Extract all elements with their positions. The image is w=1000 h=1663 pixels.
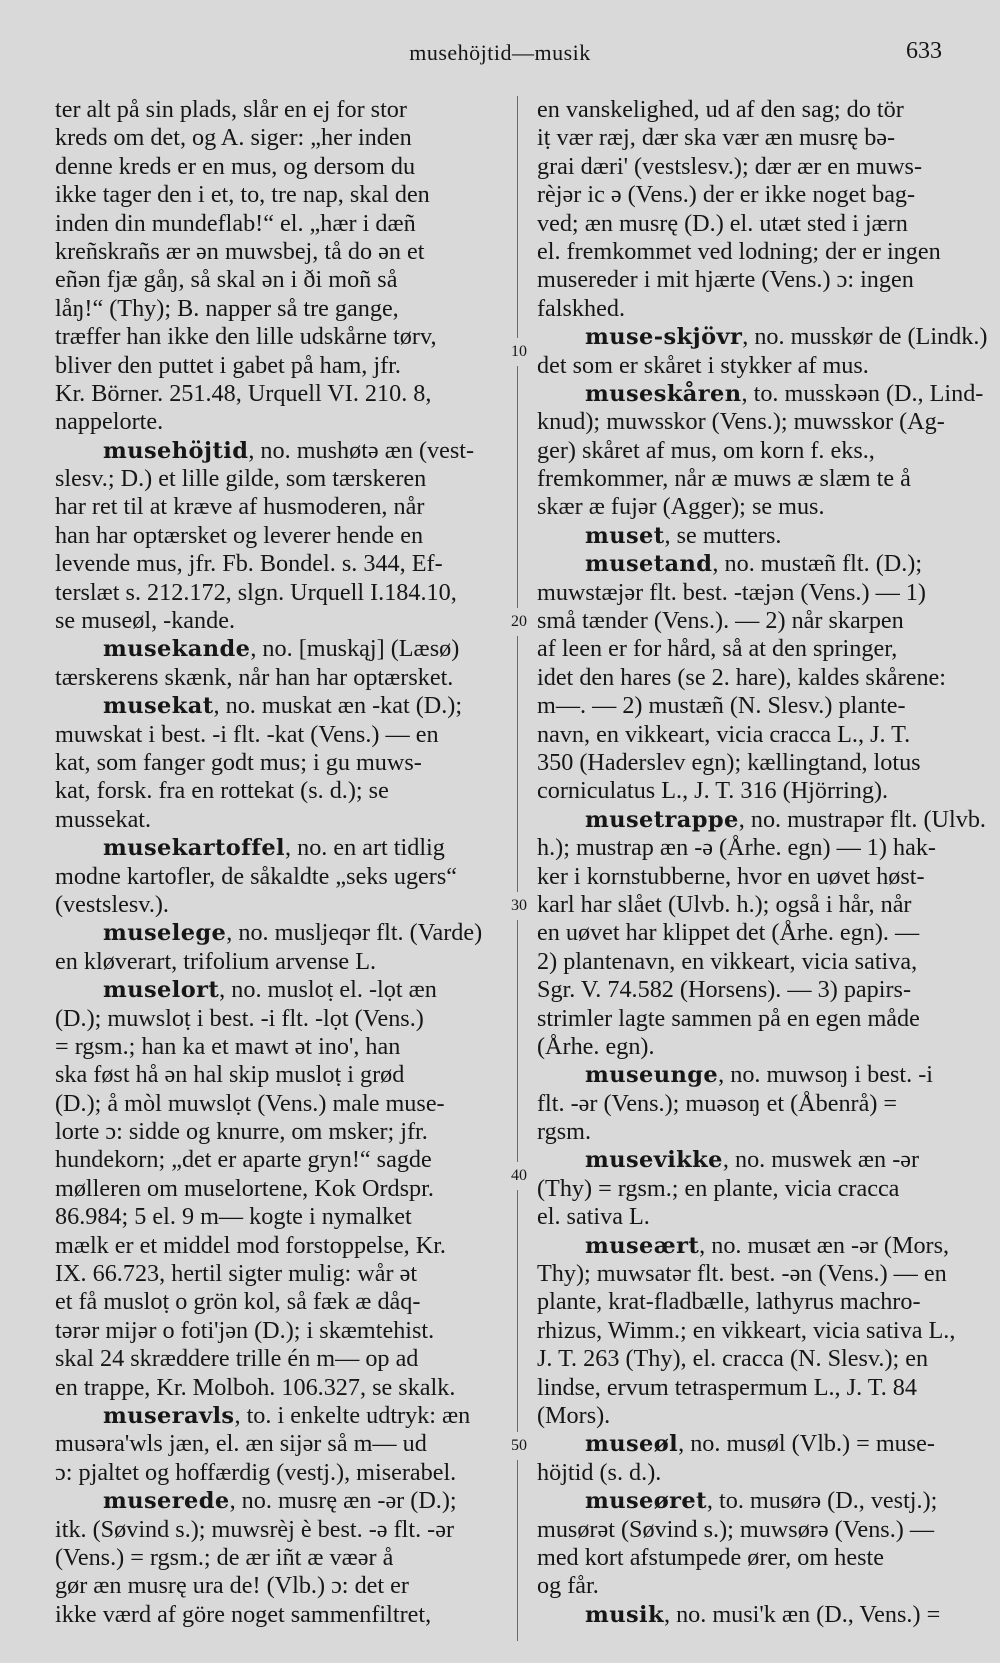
headword: musetand	[585, 551, 713, 578]
headword: muset	[585, 522, 665, 549]
text-line: en uøvet har klippet det (Århe. egn). —	[537, 919, 920, 947]
entry-headword-line: musik, no. musi'k æn (D., Vens.) =	[585, 1600, 941, 1628]
text-line: muwstæjər flt. best. -tæjən (Vens.) — 1)	[537, 578, 926, 606]
text-line: af leen er for hård, så at den springer,	[537, 635, 898, 663]
entry-headword-line: musekande, no. [muskąj] (Læsø)	[103, 635, 460, 663]
text-line: tærskerens skænk, når han har optærsket.	[55, 663, 454, 691]
entry-headword-line: museøret, to. musørə (D., vestj.);	[585, 1487, 938, 1515]
text-line: denne kreds er en mus, og dersom du	[55, 152, 416, 180]
headword: musevikke	[585, 1147, 723, 1174]
text-line: grai dæri' (vestslesv.); dær ær en muws-	[537, 152, 923, 180]
text-line: ska føst hå ən hal skip musloṭ i grød	[55, 1061, 405, 1089]
text-line: flt. -ər (Vens.); muəsoŋ et (Åbenrå) =	[537, 1089, 898, 1117]
text-line: m—. — 2) mustæñ (N. Slesv.) plante-	[537, 692, 906, 720]
text-line: små tænder (Vens.). — 2) når skarpen	[537, 607, 904, 635]
text-line: et få musloṭ o grön kol, så fæk æ dåq-	[55, 1288, 421, 1316]
text-line: en vanskelighed, ud af den sag; do tör	[537, 96, 904, 123]
line-number-20: 20	[502, 608, 536, 636]
text-line: corniculatus L., J. T. 316 (Hjörring).	[537, 777, 889, 805]
text-line: rgsm.	[537, 1118, 591, 1146]
text-line: idet den hares (se 2. hare), kaldes skårene:	[537, 663, 946, 691]
text-line: kat, som fanger godt mus; i gu muws-	[55, 748, 422, 776]
headword: musekartoffel	[103, 835, 285, 862]
headword: muse-skjövr	[585, 324, 743, 351]
text-line: bliver den puttet i gabet på ham, jfr.	[55, 351, 401, 379]
headword: muselege	[103, 920, 227, 947]
entry-headword-line: musehöjtid, no. mushøtə æn (vest-	[103, 436, 475, 464]
line-number-50: 50	[502, 1432, 536, 1460]
text-line: musereder i mit hjærte (Vens.) ɔ: ingen	[537, 266, 914, 294]
line-number-30: 30	[502, 892, 536, 920]
text-line: nappelorte.	[55, 408, 164, 436]
entry-headword-line: museøl, no. musøl (Vlb.) = muse-	[585, 1430, 935, 1458]
headword: museært	[585, 1232, 700, 1259]
entry-headword-line: museunge, no. muwsoŋ i best. -i	[585, 1061, 933, 1089]
text-line: kreñskrañs ær ən muwsbej, tå do ən et	[55, 237, 425, 265]
text-line: (D.); muwsloṭ i best. -i flt. -lọt (Vens.)	[55, 1004, 424, 1032]
text-line: ɔ: pjaltet og hoffærdig (vestj.), miserabel.	[55, 1458, 457, 1486]
text-line: terslæt s. 212.172, slgn. Urquell I.184.10,	[55, 578, 457, 606]
text-line: se museøl, -kande.	[55, 607, 236, 635]
running-header	[0, 36, 1000, 68]
text-line: eñən fjæ gåŋ, så skal ən i ði moñ så	[55, 266, 398, 294]
headword: muserede	[103, 1488, 230, 1515]
text-line: levende mus, jfr. Fb. Bondel. s. 344, Ef-	[55, 550, 443, 578]
text-line: inden din mundeflab!“ el. „hær i dæñ	[55, 209, 416, 237]
entry-headword-line: musekat, no. muskat æn -kat (D.);	[103, 692, 463, 720]
column-divider	[517, 96, 518, 1641]
text-line: (D.); å mòl muwslọt (Vens.) male muse-	[55, 1089, 445, 1117]
text-line: træffer han ikke den lille udskårne tørv,	[55, 323, 437, 351]
text-line: Sgr. V. 74.582 (Horsens). — 3) papirs-	[537, 976, 911, 1004]
text-line: låŋ!“ (Thy); B. napper så tre gange,	[55, 294, 399, 322]
line-number-10: 10	[502, 338, 536, 366]
text-line: (Vens.) = rgsm.; de ær iñt æ væər å	[55, 1543, 394, 1571]
entry-headword-line: muse-skjövr, no. musskør de (Lindk.)	[585, 323, 988, 351]
text-line: lorte ɔ: sidde og knurre, om msker; jfr.	[55, 1118, 428, 1146]
text-line: h.); mustrap æn -ə (Århe. egn) — 1) hak-	[537, 834, 936, 862]
text-line: gør æn musrę ura de! (Vlb.) ɔ: det er	[55, 1572, 409, 1600]
text-line: rhizus, Wimm.; en vikkeart, vicia sativa L.,	[537, 1316, 956, 1344]
text-line: 350 (Haderslev egn); kællingtand, lotus	[537, 748, 921, 776]
headword: muselort	[103, 977, 220, 1004]
left-column	[55, 96, 507, 1629]
text-line: karl har slået (Ulvb. h.); også i hår, når	[537, 890, 912, 918]
text-line: fremkommer, når æ muws æ slæm te å	[537, 465, 911, 493]
text-line: mælk er et middel mod forstoppelse, Kr.	[55, 1231, 446, 1259]
entry-headword-line: musetrappe, no. mustrapər flt. (Ulvb.	[585, 805, 986, 833]
text-line: iṭ vær ræj, dær ska vær æn musrę bə-	[537, 124, 896, 152]
headword: musetrappe	[585, 806, 739, 833]
text-line: kreds om det, og A. siger: „her inden	[55, 124, 412, 152]
text-line: mølleren om muselortene, Kok Ordspr.	[55, 1174, 434, 1202]
text-line: og får.	[537, 1572, 599, 1600]
text-line: 2) plantenavn, en vikkeart, vicia sativa,	[537, 947, 918, 975]
text-line: el. sativa L.	[537, 1203, 650, 1231]
headword: musekat	[103, 693, 214, 720]
text-line: kat, forsk. fra en rottekat (s. d.); se	[55, 777, 389, 805]
text-line: itk. (Søvind s.); muwsrèj è best. -ə flt. -ər	[55, 1515, 455, 1543]
text-line: ger) skåret af mus, om korn f. eks.,	[537, 436, 875, 464]
headword: museskåren	[585, 380, 742, 407]
text-line: modne kartofler, de såkaldte „seks ugers“	[55, 862, 457, 890]
text-line: = rgsm.; han ka et mawt ət ino', han	[55, 1032, 401, 1060]
text-line: (Århe. egn).	[537, 1032, 655, 1060]
text-line: el. fremkommet ved lodning; der er ingen	[537, 237, 941, 265]
text-line: ved; æn musrę (D.) el. utæt sted i jærn	[537, 209, 908, 237]
text-line: ker i kornstubberne, hvor en uøvet høst-	[537, 862, 925, 890]
line-number-40: 40	[502, 1162, 536, 1190]
entry-headword-line: museskåren, to. musskəən (D., Lind-	[585, 379, 984, 407]
headword: musik	[585, 1601, 664, 1628]
text-line: skal 24 skræddere trille én m— op ad	[55, 1345, 419, 1373]
entry-headword-line: muset, se mutters.	[585, 521, 782, 549]
entry-headword-line: musetand, no. mustæñ flt. (D.);	[585, 550, 923, 578]
text-line: navn, en vikkeart, vicia cracca L., J. T.	[537, 720, 911, 748]
text-line: ter alt på sin plads, slår en ej for stor	[55, 96, 407, 123]
text-line: mussekat.	[55, 805, 152, 833]
text-line: skær æ fujər (Agger); se mus.	[537, 493, 825, 521]
text-line: lindse, ervum tetraspermum L., J. T. 84	[537, 1373, 917, 1401]
page-number: 633	[906, 38, 942, 64]
entry-headword-line: muselort, no. musloṭ el. -lọt æn	[103, 976, 437, 1004]
text-line: Kr. Börner. 251.48, Urquell VI. 210. 8,	[55, 379, 432, 407]
entry-headword-line: museært, no. musæt æn -ər (Mors,	[585, 1231, 950, 1259]
text-line: knud); muwsskor (Vens.); muwsskor (Ag-	[537, 408, 945, 436]
text-line: musəra'wls jæn, el. æn sijər så m— ud	[55, 1430, 427, 1458]
text-line: ikke tager den i et, to, tre nap, skal den	[55, 181, 430, 209]
text-line: tərər mijər o foti'jən (D.); i skæmtehist.	[55, 1316, 435, 1344]
text-line: strimler lagte sammen på en egen måde	[537, 1004, 920, 1032]
text-line: IX. 66.723, hertil sigter mulig: wår ət	[55, 1260, 418, 1288]
text-line: plante, krat-fladbælle, lathyrus machro-	[537, 1288, 921, 1316]
text-line: hundekorn; „det er aparte gryn!“ sagde	[55, 1146, 432, 1174]
entry-headword-line: muselege, no. musljeqər flt. (Varde)	[103, 919, 483, 947]
running-title: musehöjtid—musik	[409, 40, 591, 65]
text-line: en kløverart, trifolium arvense L.	[55, 947, 377, 975]
text-line: 86.984; 5 el. 9 m— kogte i nymalket	[55, 1203, 412, 1231]
text-line: rèjər ic ə (Vens.) der er ikke noget bag-	[537, 181, 916, 209]
text-line: höjtid (s. d.).	[537, 1458, 662, 1486]
headword: musekande	[103, 636, 251, 663]
headword: museøret	[585, 1488, 707, 1515]
text-line: (Thy) = rgsm.; en plante, vicia cracca	[537, 1174, 900, 1202]
text-line: han har optærsket og leverer hende en	[55, 521, 424, 549]
text-line: det som er skåret i stykker af mus.	[537, 351, 869, 379]
text-line: slesv.; D.) et lille gilde, som tærskeren	[55, 465, 427, 493]
text-line: med kort afstumpede ører, om heste	[537, 1543, 884, 1571]
text-line: Thy); muwsatər flt. best. -ən (Vens.) — en	[537, 1260, 947, 1288]
text-line: har ret til at kræve af husmoderen, når	[55, 493, 425, 521]
text-line: muwskat i best. -i flt. -kat (Vens.) — en	[55, 720, 439, 748]
entry-headword-line: muserede, no. musrę æn -ər (D.);	[103, 1487, 457, 1515]
text-line: (vestslesv.).	[55, 890, 169, 918]
headword: museøl	[585, 1431, 679, 1458]
entry-headword-line: musekartoffel, no. en art tidlig	[103, 834, 445, 862]
text-line: (Mors).	[537, 1401, 611, 1429]
headword: musehöjtid	[103, 437, 249, 464]
text-line: en trappe, Kr. Molboh. 106.327, se skalk.	[55, 1373, 456, 1401]
text-line: ikke værd af göre noget sammenfiltret,	[55, 1600, 432, 1628]
headword: museravls	[103, 1402, 235, 1429]
headword: museunge	[585, 1062, 719, 1089]
text-line: J. T. 263 (Thy), el. cracca (N. Slesv.); en	[537, 1345, 929, 1373]
text-line: falskhed.	[537, 294, 625, 322]
right-column	[537, 96, 988, 1629]
entry-headword-line: musevikke, no. muswek æn -ər	[585, 1146, 920, 1174]
text-line: musørət (Søvind s.); muwsørə (Vens.) —	[537, 1515, 935, 1543]
entry-headword-line: museravls, to. i enkelte udtryk: æn	[103, 1401, 471, 1429]
